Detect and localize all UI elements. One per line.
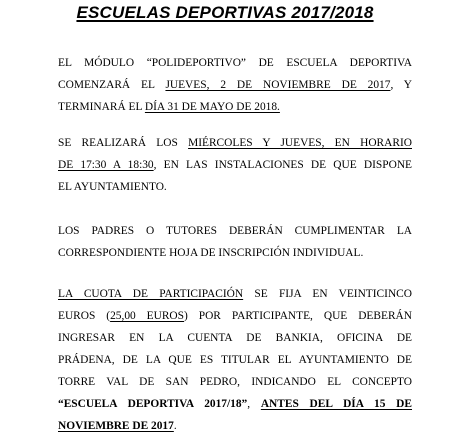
line-text: COMENZARÁ EL — [58, 79, 166, 91]
title-text: ESCUELAS DEPORTIVAS 2017/2018 — [76, 3, 374, 22]
line-text: SE REALIZARÁ LOS — [58, 137, 189, 149]
deadline-continued: NOVIEMBRE DE 2017 — [58, 420, 174, 432]
line-text: , Y — [390, 79, 412, 91]
fee-amount: 25,00 EUROS — [110, 310, 184, 322]
line-text: SE FIJA EN VEINTICINCO — [243, 288, 412, 300]
paragraph-line — [58, 96, 412, 118]
line-text: , EN LAS INSTALACIONES DE QUE DISPONE — [153, 159, 412, 171]
fee-heading: LA CUOTA DE PARTICIPACIÓN — [58, 288, 244, 300]
line-text: , — [247, 398, 261, 410]
paragraph-line — [58, 283, 412, 305]
line-text: INGRESAR EN LA CUENTA DE BANKIA, OFICINA DE — [58, 332, 412, 344]
paragraph-line — [58, 132, 412, 154]
paragraph-registration — [58, 220, 412, 264]
paragraph-fee — [58, 283, 412, 437]
paragraph-line — [58, 415, 412, 437]
paragraph-line — [58, 327, 412, 349]
weekdays: MIÉRCOLES Y JUEVES, EN HORARIO — [188, 137, 412, 149]
line-text: PRÁDENA, DE LA QUE ES TITULAR EL AYUNTAMIENTO DE — [58, 354, 412, 366]
paragraph-line — [58, 242, 412, 264]
document-title — [0, 3, 450, 23]
line-text: EL MÓDULO “POLIDEPORTIVO” DE ESCUELA DEPORTIVA — [58, 57, 412, 69]
paragraph-line — [58, 154, 412, 176]
paragraph-schedule-hours — [58, 132, 412, 198]
paragraph-line — [58, 349, 412, 371]
paragraph-line — [58, 176, 412, 198]
line-text: TERMINARÁ EL — [58, 101, 145, 113]
time-range: DE 17:30 A 18:30 — [58, 159, 154, 171]
start-date: JUEVES, 2 DE NOVIEMBRE DE 2017 — [165, 79, 391, 91]
line-text: TORRE VAL DE SAN PEDRO, INDICANDO EL CONCEPTO — [58, 376, 412, 388]
line-text: ) POR PARTICIPANTE, QUE DEBERÁN — [184, 310, 412, 322]
line-text: EUROS ( — [58, 310, 111, 322]
deadline: ANTES DEL DÍA 15 DE — [260, 398, 413, 410]
line-text: LOS PADRES O TUTORES DEBERÁN CUMPLIMENTAR LA — [58, 225, 412, 237]
paragraph-schedule-dates — [58, 52, 412, 118]
paragraph-line — [58, 305, 412, 327]
line-text: . — [173, 420, 177, 432]
payment-concept: “ESCUELA DEPORTIVA 2017/18” — [58, 398, 248, 410]
line-text: EL AYUNTAMIENTO. — [58, 181, 167, 193]
paragraph-line — [58, 74, 412, 96]
paragraph-line — [58, 393, 412, 415]
line-text: CORRESPONDIENTE HOJA DE INSCRIPCIÓN INDIVIDUAL. — [58, 247, 364, 259]
paragraph-line — [58, 52, 412, 74]
end-date: DÍA 31 DE MAYO DE 2018. — [144, 101, 280, 113]
paragraph-line — [58, 220, 412, 242]
paragraph-line — [58, 371, 412, 393]
